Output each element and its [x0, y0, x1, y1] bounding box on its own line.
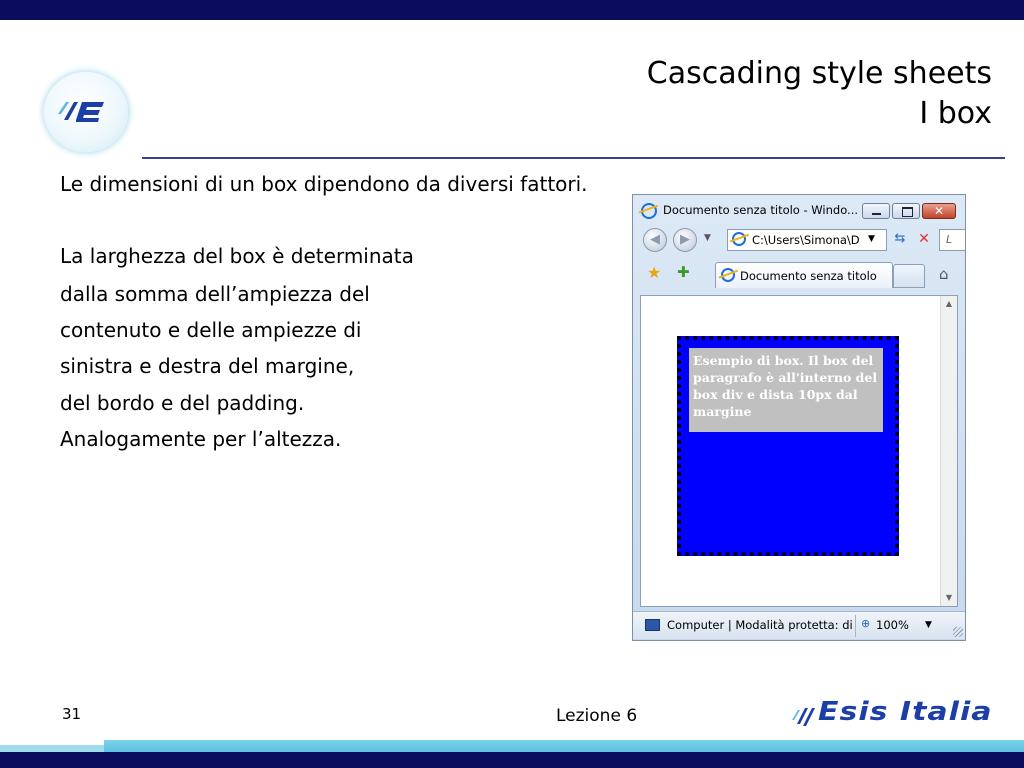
ie-page-icon [732, 232, 746, 246]
demo-paragraph: Esempio di box. Il box del paragrafo è all'interno del box div e dista 10px dal margine [689, 348, 883, 432]
address-text: C:\Users\Simona\D [752, 233, 860, 247]
top-bar [0, 0, 1024, 20]
body-line: del bordo e del padding. [60, 391, 305, 415]
ve-logo-icon [44, 72, 128, 152]
tab-documento[interactable] [715, 262, 893, 288]
back-button[interactable]: ◀ [643, 228, 667, 252]
page-number: 31 [62, 705, 82, 723]
home-icon[interactable]: ⌂ [939, 265, 949, 283]
zoom-dropdown-icon[interactable]: ▼ [925, 620, 932, 630]
scroll-up-icon[interactable]: ▲ [945, 299, 953, 308]
favorites-star-icon[interactable]: ★ [647, 263, 662, 282]
computer-icon [645, 619, 660, 631]
status-divider [855, 615, 856, 637]
browser-window-title: Documento senza titolo - Windo... [663, 203, 859, 217]
title-divider [142, 157, 1005, 159]
bottom-band-dark [0, 752, 1024, 768]
new-tab-button[interactable] [893, 264, 925, 288]
esis-logo-text: Esis Italia [818, 697, 993, 727]
maximize-button[interactable] [892, 203, 920, 219]
esis-mark-icon [790, 702, 818, 730]
ve-logo-badge [44, 72, 128, 152]
resize-grip-icon[interactable] [953, 627, 963, 637]
add-favorite-icon[interactable]: ✚ [677, 263, 690, 281]
browser-screenshot [632, 194, 966, 641]
demo-div-box [677, 336, 899, 556]
slide-title-line-2: I box [919, 96, 992, 131]
browser-titlebar [633, 195, 965, 229]
minimize-button[interactable] [862, 203, 890, 219]
body-line: La larghezza del box è determinata [60, 244, 414, 268]
address-dropdown-icon[interactable]: ▼ [868, 234, 875, 244]
search-input[interactable]: L [939, 229, 965, 251]
browser-tabbar [633, 257, 965, 291]
zoom-icon[interactable]: ⊕ [861, 617, 871, 630]
zoom-level[interactable]: 100% [876, 618, 909, 632]
vertical-scrollbar[interactable] [940, 296, 957, 606]
bottom-band-left [0, 745, 104, 752]
ie-tab-icon [721, 268, 735, 282]
bottom-band-light [104, 740, 1024, 752]
close-button[interactable]: ✕ [922, 203, 956, 219]
browser-viewport [640, 295, 958, 607]
history-dropdown-icon[interactable]: ▼ [704, 233, 711, 243]
status-text: Computer | Modalità protetta: di [667, 618, 853, 632]
tab-label: Documento senza titolo [740, 269, 877, 283]
slide-title-line-1: Cascading style sheets [646, 56, 992, 91]
esis-italia-logo [790, 697, 1012, 736]
refresh-icon[interactable]: ⇆ [894, 231, 906, 246]
body-line-intro: Le dimensioni di un box dipendono da diversi fattori. [60, 172, 588, 196]
footer-lesson: Lezione 6 [556, 706, 638, 726]
body-line: contenuto e delle ampiezze di [60, 318, 362, 342]
browser-navbar [633, 225, 965, 255]
forward-button[interactable]: ▶ [673, 228, 697, 252]
body-line: dalla somma dell’ampiezza del [60, 282, 370, 306]
stop-icon[interactable]: ✕ [918, 231, 930, 247]
slide-title [647, 54, 992, 134]
body-line: sinistra e destra del margine, [60, 354, 355, 378]
scroll-down-icon[interactable]: ▼ [945, 593, 953, 602]
ie-logo-icon [641, 203, 657, 219]
address-bar[interactable] [727, 229, 887, 251]
body-line: Analogamente per l’altezza. [60, 427, 342, 451]
browser-statusbar [633, 611, 965, 639]
